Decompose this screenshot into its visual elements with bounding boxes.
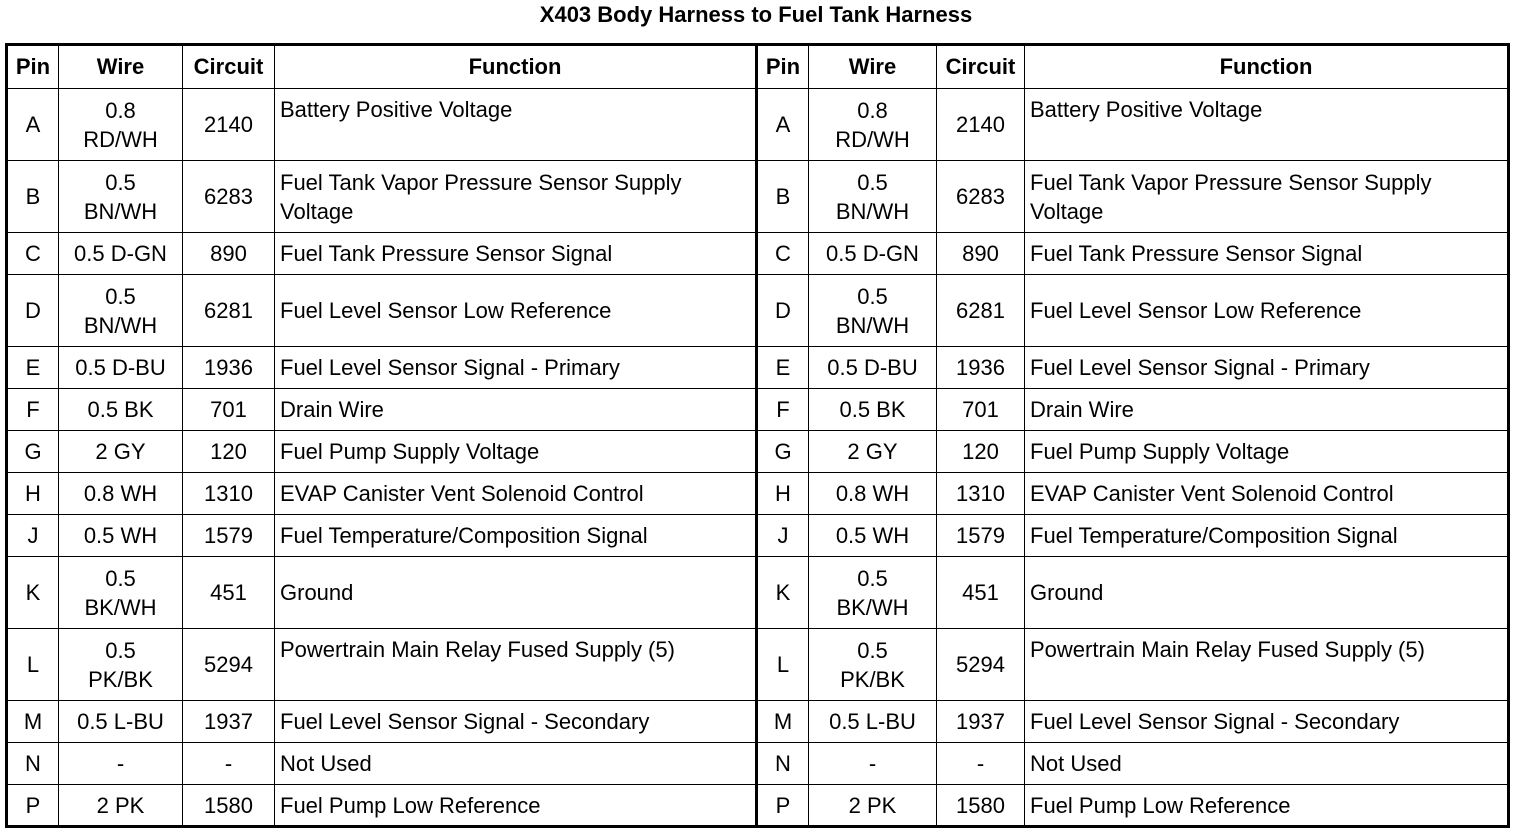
function-cell: Fuel Tank Pressure Sensor Signal [275,233,757,275]
function-cell: Fuel Level Sensor Low Reference [275,275,757,347]
function-cell: Fuel Tank Pressure Sensor Signal [1025,233,1509,275]
wire-size: 2 PK [96,792,145,818]
circuit-cell: 1937 [183,701,275,743]
circuit-cell: 6283 [937,161,1025,233]
header-circuit: Circuit [937,45,1025,89]
header-wire: Wire [59,45,183,89]
wire-size: 2 PK [848,792,897,818]
wire-color: BN/WH [83,198,158,224]
wire-cell [809,629,937,701]
header-function: Function [275,45,757,89]
circuit-cell: 2140 [183,89,275,161]
pin-cell: F [7,389,59,431]
function-cell: Fuel Temperature/Composition Signal [1025,515,1509,557]
table-row [7,515,1509,557]
function-cell: Powertrain Main Relay Fused Supply (5) [1025,629,1509,701]
function-cell: Fuel Pump Supply Voltage [1025,431,1509,473]
wire-color: RD/WH [835,126,910,152]
wire-color: BN/WH [83,312,158,338]
wire-color: BK/WH [836,594,909,620]
wire-cell [809,89,937,161]
circuit-cell: 6283 [183,161,275,233]
wire-cell [809,701,937,743]
circuit-cell: 701 [937,389,1025,431]
header-pin: Pin [7,45,59,89]
circuit-cell: 6281 [183,275,275,347]
header-circuit: Circuit [183,45,275,89]
wire-cell [809,473,937,515]
table-row [7,89,1509,161]
circuit-cell: 1310 [183,473,275,515]
wire-cell [809,785,937,827]
wire-size: 0.5 [105,283,136,309]
wire-cell [59,515,183,557]
circuit-cell: 1580 [937,785,1025,827]
table-row [7,473,1509,515]
circuit-cell: 120 [937,431,1025,473]
circuit-cell: 1936 [183,347,275,389]
header-pin: Pin [757,45,809,89]
wire-size: 0.5 WH [835,523,910,548]
pin-cell: P [757,785,809,827]
pin-cell: N [757,743,809,785]
circuit-cell: 890 [183,233,275,275]
pin-cell: D [7,275,59,347]
wire-color: PK/BK [840,666,905,692]
wire-cell [59,785,183,827]
pin-cell: C [7,233,59,275]
wire-cell [809,431,937,473]
pinout-table [5,43,1510,828]
function-cell: Fuel Tank Vapor Pressure Sensor Supply Voltage [275,161,757,233]
function-cell: Fuel Level Sensor Signal - Primary [275,347,757,389]
function-cell: Fuel Level Sensor Signal - Primary [1025,347,1509,389]
circuit-cell: 1936 [937,347,1025,389]
function-cell: Fuel Pump Low Reference [275,785,757,827]
table-row [7,701,1509,743]
function-cell: Fuel Pump Low Reference [1025,785,1509,827]
wire-size: 0.5 [857,169,888,195]
table-row [7,785,1509,827]
function-cell: Powertrain Main Relay Fused Supply (5) [275,629,757,701]
wire-cell [59,89,183,161]
wire-size: 0.5 [105,565,136,591]
function-cell: Ground [1025,557,1509,629]
pin-cell: K [7,557,59,629]
circuit-cell: 1937 [937,701,1025,743]
wire-size: 2 GY [95,439,146,464]
wire-cell [809,347,937,389]
pin-cell: D [757,275,809,347]
pin-cell: A [7,89,59,161]
circuit-cell: - [183,743,275,785]
wire-cell [59,275,183,347]
function-cell: Fuel Level Sensor Low Reference [1025,275,1509,347]
wire-cell [809,275,937,347]
wire-color: BN/WH [835,198,910,224]
wire-size: 0.8 WH [83,481,158,506]
pin-cell: K [757,557,809,629]
function-cell: Ground [275,557,757,629]
wire-size: 0.8 [857,97,888,123]
table-row [7,347,1509,389]
pin-cell: J [757,515,809,557]
pin-cell: P [7,785,59,827]
wire-cell [59,473,183,515]
pin-cell: G [757,431,809,473]
wire-cell [59,233,183,275]
wire-cell [809,389,937,431]
table-row [7,389,1509,431]
circuit-cell: 451 [183,557,275,629]
function-cell: Drain Wire [1025,389,1509,431]
pin-cell: G [7,431,59,473]
table-row [7,161,1509,233]
wire-color: RD/WH [83,126,158,152]
wire-cell [59,743,183,785]
pin-cell: L [7,629,59,701]
function-cell: Not Used [275,743,757,785]
circuit-cell: 5294 [183,629,275,701]
function-cell: EVAP Canister Vent Solenoid Control [1025,473,1509,515]
wire-size: 0.5 BK [87,397,154,422]
wire-size: 0.5 [105,169,136,195]
pin-cell: H [7,473,59,515]
pin-cell: B [757,161,809,233]
table-row [7,557,1509,629]
circuit-cell: 890 [937,233,1025,275]
circuit-cell: 2140 [937,89,1025,161]
function-cell: Battery Positive Voltage [275,89,757,161]
wire-cell [809,557,937,629]
pin-cell: J [7,515,59,557]
circuit-cell: 451 [937,557,1025,629]
wire-cell [59,161,183,233]
wire-cell [809,515,937,557]
wire-size: - [868,751,877,776]
table-row [7,431,1509,473]
wire-size: 0.5 D-BU [75,355,166,380]
wire-cell [59,389,183,431]
circuit-cell: 1579 [183,515,275,557]
pin-cell: B [7,161,59,233]
wire-size: 0.5 BK [839,397,906,422]
pin-cell: E [7,347,59,389]
wire-cell [59,629,183,701]
table-row [7,233,1509,275]
wire-cell [59,557,183,629]
circuit-cell: 701 [183,389,275,431]
wire-cell [809,743,937,785]
header-row [7,45,1509,89]
pin-cell: H [757,473,809,515]
function-cell: Not Used [1025,743,1509,785]
circuit-cell: 120 [183,431,275,473]
pin-cell: M [7,701,59,743]
wire-size: 0.5 [857,565,888,591]
function-cell: Fuel Tank Vapor Pressure Sensor Supply Voltage [1025,161,1509,233]
table-body [7,89,1509,827]
wire-size: 2 GY [847,439,898,464]
wire-size: 0.5 D-GN [74,241,167,266]
pin-cell: E [757,347,809,389]
wire-color: BN/WH [835,312,910,338]
wire-size: 0.8 [105,97,136,123]
function-cell: Fuel Level Sensor Signal - Secondary [1025,701,1509,743]
pin-cell: F [757,389,809,431]
circuit-cell: 1310 [937,473,1025,515]
circuit-cell: 5294 [937,629,1025,701]
pin-cell: L [757,629,809,701]
function-cell: Fuel Temperature/Composition Signal [275,515,757,557]
wire-size: 0.5 [857,283,888,309]
wire-size: 0.5 L-BU [77,709,164,734]
function-cell: Fuel Pump Supply Voltage [275,431,757,473]
wire-size: 0.5 [105,637,136,663]
table-row [7,275,1509,347]
header-wire: Wire [809,45,937,89]
pin-cell: N [7,743,59,785]
wire-size: 0.5 WH [83,523,158,548]
table-row [7,743,1509,785]
wire-cell [59,347,183,389]
circuit-cell: 6281 [937,275,1025,347]
circuit-cell: 1579 [937,515,1025,557]
pin-cell: C [757,233,809,275]
wire-size: 0.8 WH [835,481,910,506]
wire-size: 0.5 [857,637,888,663]
wire-size: 0.5 L-BU [829,709,916,734]
wire-cell [809,161,937,233]
wire-size: 0.5 D-GN [826,241,919,266]
header-function: Function [1025,45,1509,89]
table-row [7,629,1509,701]
wire-color: PK/BK [88,666,153,692]
function-cell: EVAP Canister Vent Solenoid Control [275,473,757,515]
page-title: X403 Body Harness to Fuel Tank Harness [539,2,973,27]
circuit-cell: - [937,743,1025,785]
wire-cell [59,701,183,743]
circuit-cell: 1580 [183,785,275,827]
function-cell: Fuel Level Sensor Signal - Secondary [275,701,757,743]
wire-color: BK/WH [84,594,157,620]
wire-size: 0.5 D-BU [827,355,918,380]
pin-cell: A [757,89,809,161]
wire-size: - [116,751,125,776]
pin-cell: M [757,701,809,743]
function-cell: Drain Wire [275,389,757,431]
wire-cell [809,233,937,275]
function-cell: Battery Positive Voltage [1025,89,1509,161]
wire-cell [59,431,183,473]
